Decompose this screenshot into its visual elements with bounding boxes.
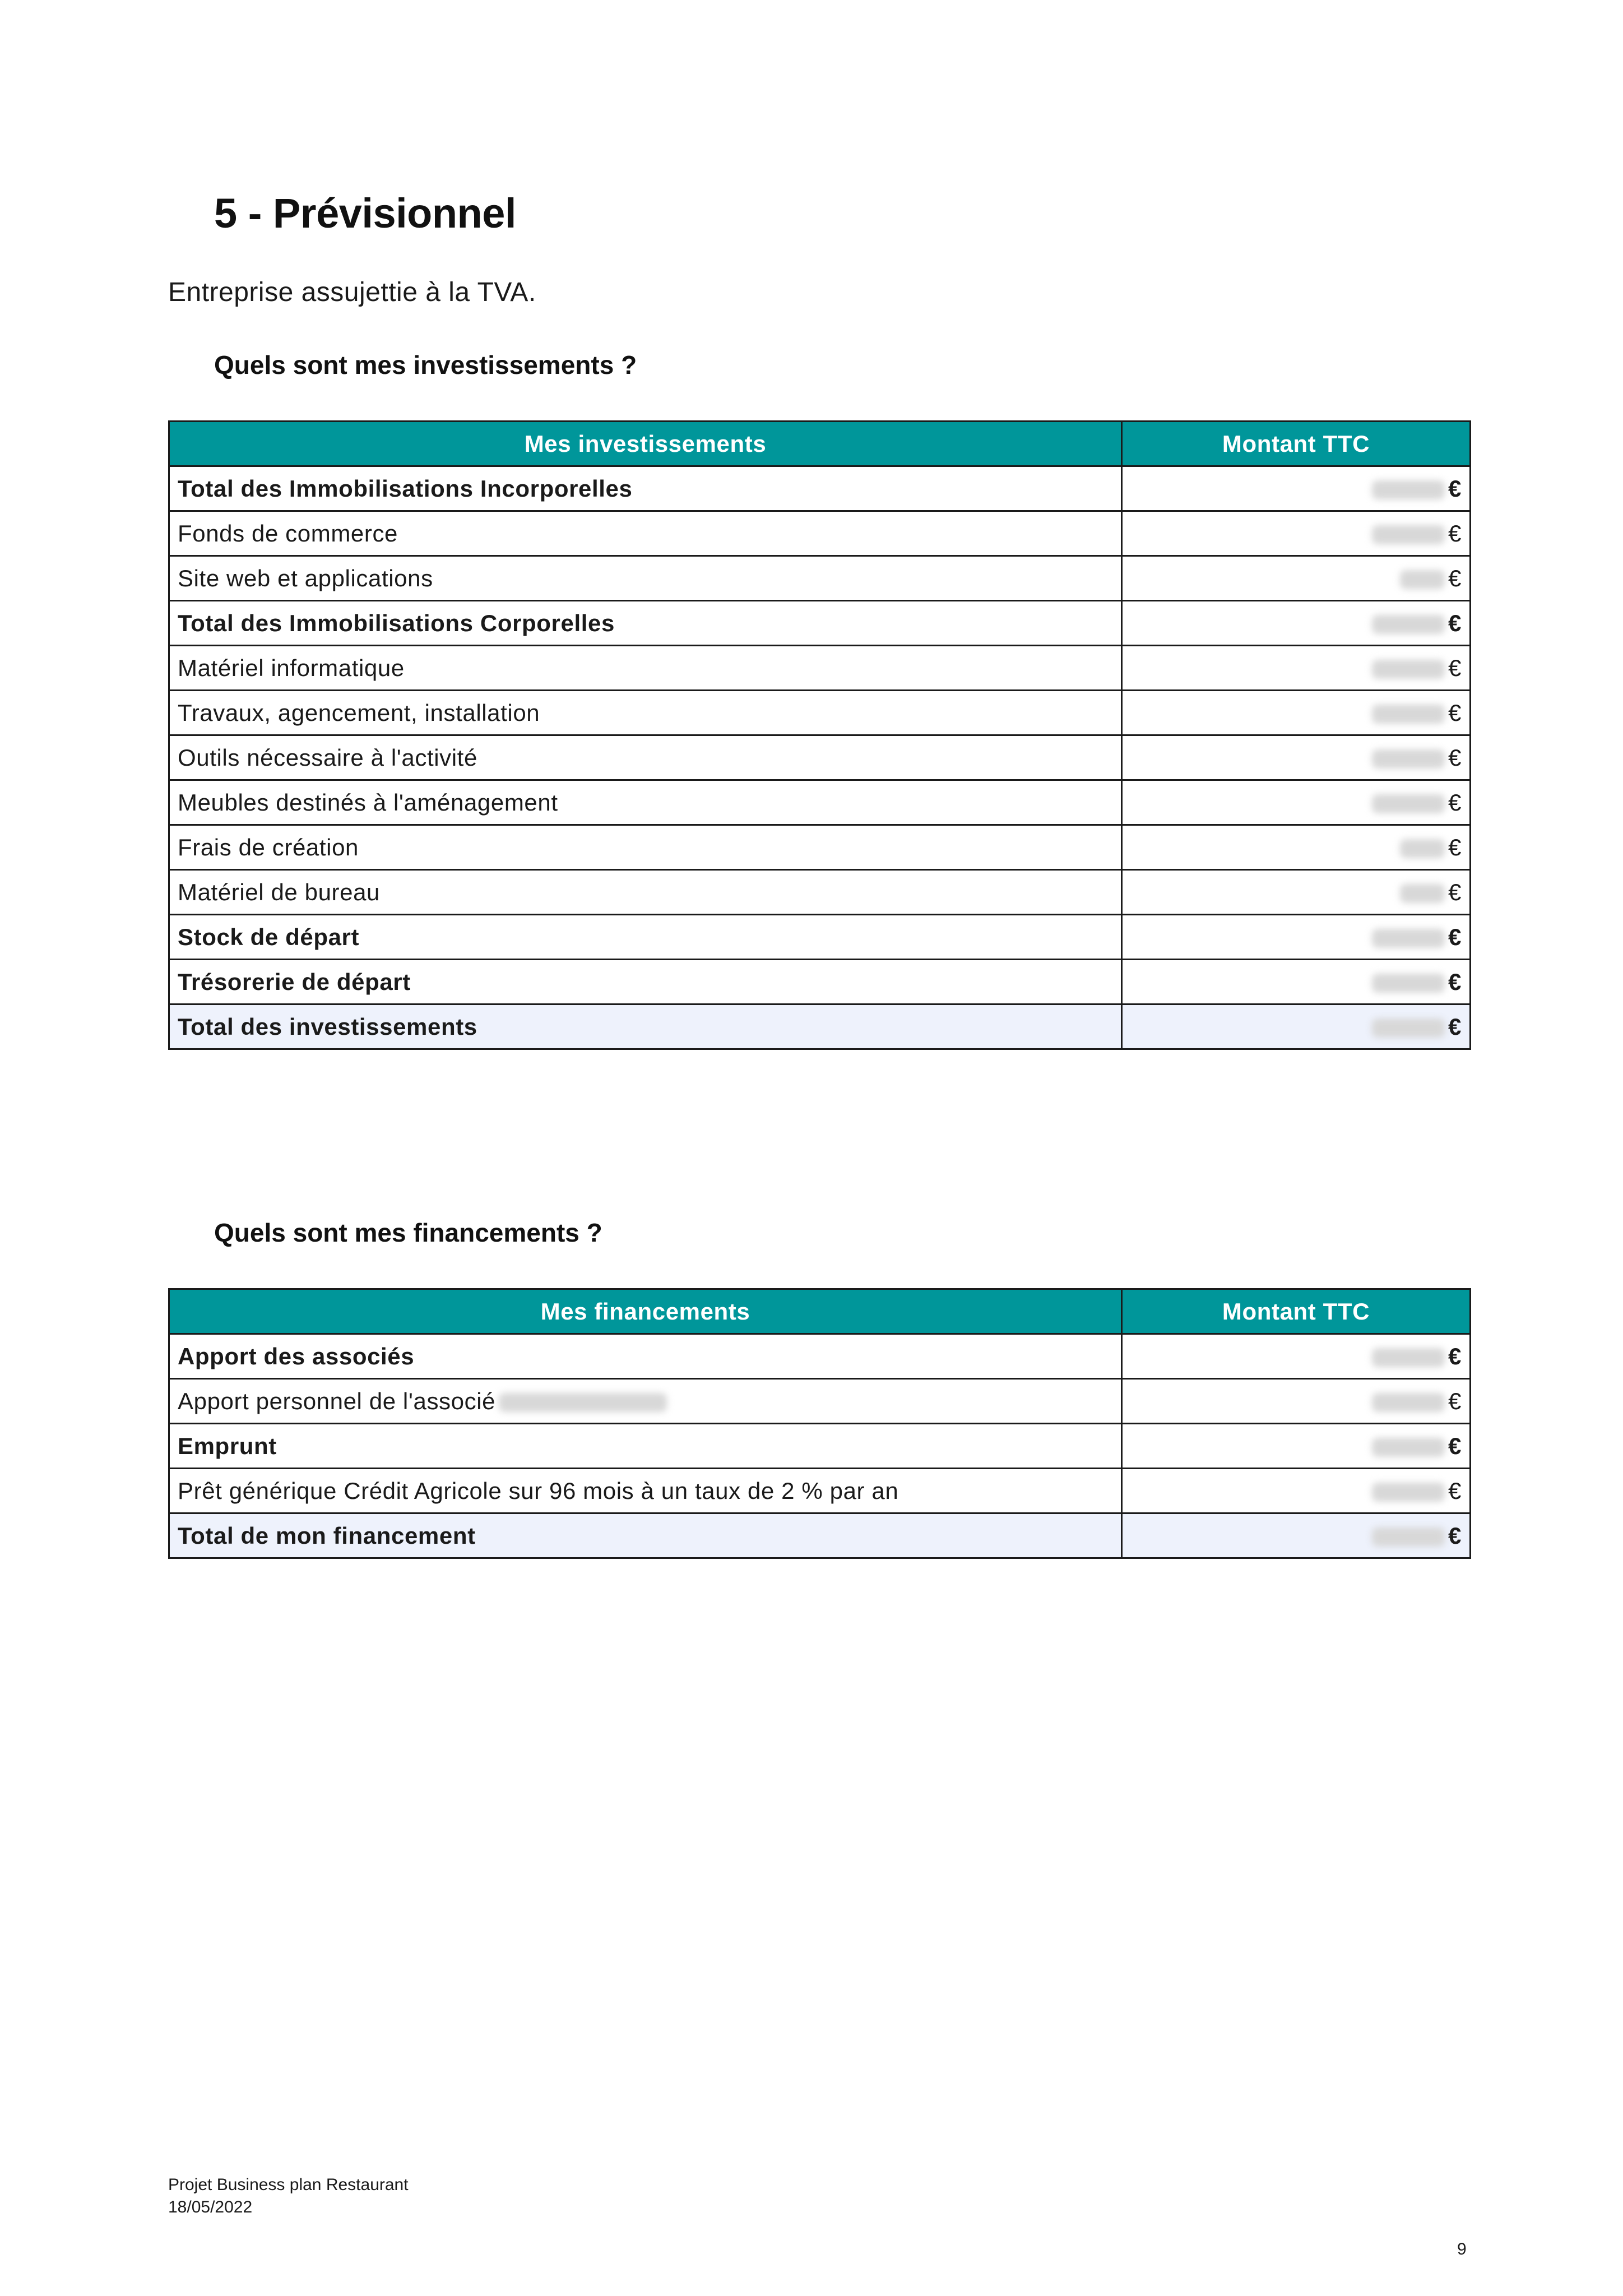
- column-header-amount: Montant TTC: [1122, 1289, 1471, 1334]
- footer-project: Projet Business plan Restaurant: [168, 2175, 409, 2194]
- redacted-amount: [1372, 794, 1445, 813]
- table-row: [169, 825, 1471, 870]
- total-row: [169, 1513, 1471, 1558]
- redacted-amount: [1372, 1438, 1445, 1457]
- row-label: Total de mon financement: [169, 1513, 1122, 1558]
- amount-cell: [1122, 466, 1471, 511]
- table-row: [169, 735, 1471, 780]
- table-row: [169, 870, 1471, 915]
- table-row: [169, 1379, 1471, 1424]
- redacted-amount: [1372, 974, 1445, 993]
- amount-cell: [1122, 1424, 1471, 1469]
- amount-cell: [1122, 646, 1471, 691]
- table-row: [169, 960, 1471, 1004]
- redacted-amount: [1372, 1348, 1445, 1367]
- amount-cell: [1122, 691, 1471, 735]
- row-label-cell: [169, 1379, 1122, 1424]
- redacted-amount: [1372, 1019, 1445, 1038]
- page-title: 5 - Prévisionnel: [214, 190, 516, 237]
- currency-symbol: €: [1448, 654, 1462, 681]
- redacted-amount: [1372, 1483, 1445, 1502]
- currency-symbol: €: [1448, 1432, 1462, 1459]
- currency-symbol: €: [1448, 744, 1462, 771]
- table-row: [169, 780, 1471, 825]
- footer: [168, 2174, 409, 2219]
- investments-heading: Quels sont mes investissements ?: [214, 350, 637, 379]
- currency-symbol: €: [1448, 475, 1462, 502]
- table-row: [169, 556, 1471, 601]
- row-label: Prêt générique Crédit Agricole sur 96 mois à un taux de 2 % par an: [169, 1469, 1122, 1513]
- redacted-amount: [1372, 749, 1445, 769]
- redacted-name: [499, 1393, 667, 1412]
- row-label: Stock de départ: [169, 915, 1122, 960]
- column-header-investments: Mes investissements: [169, 422, 1122, 466]
- amount-cell: [1122, 1004, 1471, 1049]
- currency-symbol: €: [1448, 1477, 1462, 1504]
- vat-statement: Entreprise assujettie à la TVA.: [168, 277, 536, 307]
- table-header-row: [169, 422, 1471, 466]
- table-row: [169, 511, 1471, 556]
- row-label: Emprunt: [169, 1424, 1122, 1469]
- footer-date: 18/05/2022: [168, 2198, 253, 2216]
- row-label: Apport des associés: [169, 1334, 1122, 1379]
- amount-cell: [1122, 960, 1471, 1004]
- redacted-amount: [1400, 839, 1445, 858]
- page-number: 9: [1457, 2240, 1467, 2258]
- row-label: Matériel de bureau: [169, 870, 1122, 915]
- row-label: Meubles destinés à l'aménagement: [169, 780, 1122, 825]
- amount-cell: [1122, 915, 1471, 960]
- currency-symbol: €: [1448, 564, 1462, 591]
- row-label: Travaux, agencement, installation: [169, 691, 1122, 735]
- currency-symbol: €: [1448, 968, 1462, 995]
- redacted-amount: [1372, 660, 1445, 679]
- total-row: [169, 1004, 1471, 1049]
- currency-symbol: €: [1448, 1013, 1462, 1040]
- currency-symbol: €: [1448, 609, 1462, 636]
- amount-cell: [1122, 780, 1471, 825]
- currency-symbol: €: [1448, 789, 1462, 816]
- redacted-amount: [1372, 1393, 1445, 1412]
- currency-symbol: €: [1448, 878, 1462, 905]
- row-label: Trésorerie de départ: [169, 960, 1122, 1004]
- table-row: [169, 691, 1471, 735]
- row-label: Total des Immobilisations Incorporelles: [169, 466, 1122, 511]
- currency-symbol: €: [1448, 1343, 1462, 1369]
- table-row: [169, 1334, 1471, 1379]
- currency-symbol: €: [1448, 834, 1462, 860]
- currency-symbol: €: [1448, 1522, 1462, 1549]
- redacted-amount: [1372, 525, 1445, 544]
- row-label: Fonds de commerce: [169, 511, 1122, 556]
- amount-cell: [1122, 1379, 1471, 1424]
- row-label: Site web et applications: [169, 556, 1122, 601]
- column-header-amount: Montant TTC: [1122, 422, 1471, 466]
- column-header-financing: Mes financements: [169, 1289, 1122, 1334]
- investments-table: [168, 420, 1471, 1050]
- amount-cell: [1122, 556, 1471, 601]
- financing-table: [168, 1288, 1471, 1559]
- row-label: Total des Immobilisations Corporelles: [169, 601, 1122, 646]
- row-label: Matériel informatique: [169, 646, 1122, 691]
- amount-cell: [1122, 511, 1471, 556]
- financing-heading: Quels sont mes financements ?: [214, 1218, 602, 1247]
- row-label: Apport personnel de l'associé: [178, 1387, 496, 1414]
- row-label: Frais de création: [169, 825, 1122, 870]
- amount-cell: [1122, 601, 1471, 646]
- table-row: [169, 1469, 1471, 1513]
- amount-cell: [1122, 870, 1471, 915]
- currency-symbol: €: [1448, 1387, 1462, 1414]
- redacted-amount: [1372, 1527, 1445, 1547]
- row-label: Total des investissements: [169, 1004, 1122, 1049]
- table-row: [169, 601, 1471, 646]
- redacted-amount: [1372, 929, 1445, 948]
- amount-cell: [1122, 1334, 1471, 1379]
- redacted-amount: [1372, 615, 1445, 634]
- amount-cell: [1122, 1469, 1471, 1513]
- amount-cell: [1122, 735, 1471, 780]
- redacted-amount: [1372, 480, 1445, 499]
- amount-cell: [1122, 825, 1471, 870]
- redacted-amount: [1400, 884, 1445, 903]
- row-label: Outils nécessaire à l'activité: [169, 735, 1122, 780]
- table-row: [169, 915, 1471, 960]
- table-row: [169, 466, 1471, 511]
- table-header-row: [169, 1289, 1471, 1334]
- amount-cell: [1122, 1513, 1471, 1558]
- currency-symbol: €: [1448, 923, 1462, 950]
- currency-symbol: €: [1448, 520, 1462, 547]
- redacted-amount: [1400, 570, 1445, 589]
- currency-symbol: €: [1448, 699, 1462, 726]
- table-row: [169, 646, 1471, 691]
- table-row: [169, 1424, 1471, 1469]
- redacted-amount: [1372, 705, 1445, 724]
